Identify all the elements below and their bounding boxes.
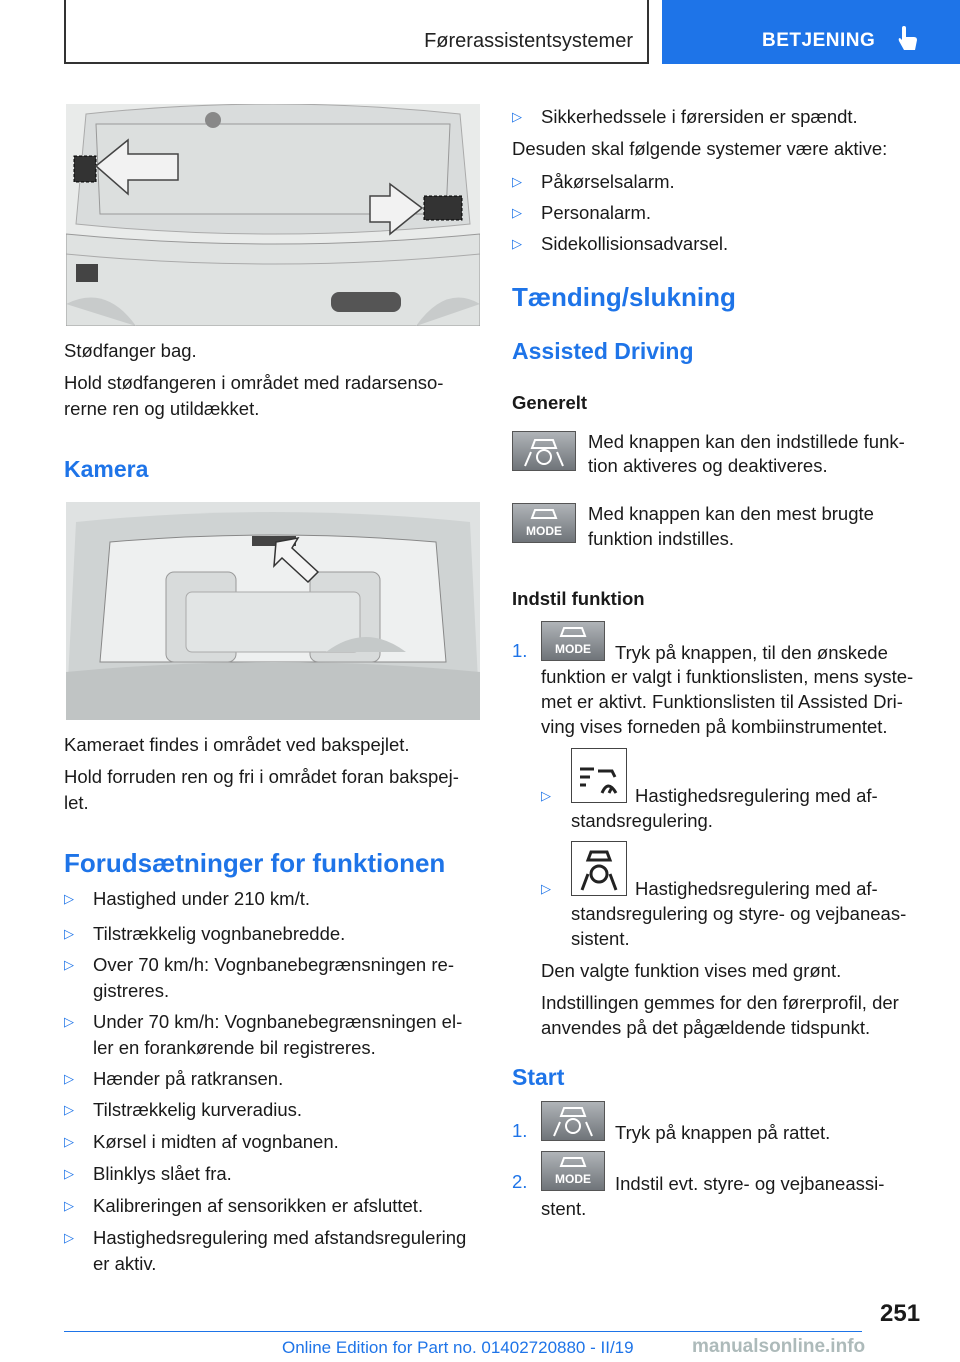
mode-button-image: MODE	[512, 503, 576, 543]
camera-text-line1: Hold forruden ren og fri i området foran bakspej-	[64, 766, 459, 787]
assist-button-image	[541, 1101, 605, 1141]
step1-line-a: Tryk på knappen, til den ønskede	[615, 642, 888, 663]
footer-edition: Online Edition for Part no. 01402720880 - II/19	[282, 1338, 634, 1357]
assisted-driving-heading: Assisted Driving	[512, 338, 694, 364]
mode-button-image: MODE	[541, 1151, 605, 1191]
camera-interior-image	[66, 502, 480, 720]
bumper-text-line1: Hold stødfangeren i området med radarsenso-	[64, 372, 444, 393]
start2-line-a: Indstil evt. styre- og vejbaneassi-	[615, 1173, 885, 1194]
steering-assist-icon	[513, 432, 575, 470]
option2-line-a: Hastighedsregulering med af-	[635, 878, 878, 899]
option1-line-a: Hastighedsregulering med af-	[635, 785, 878, 806]
general-text-1a: Med knappen kan den indstillede funk-	[588, 431, 905, 452]
camera-heading: Kamera	[64, 456, 149, 482]
start2-line-b: stent.	[541, 1198, 587, 1219]
rear-bumper-image	[66, 104, 480, 326]
mode-button-image: MODE	[541, 621, 605, 661]
shown-green-text: Den valgte funktion vises med grønt.	[541, 960, 842, 981]
car-mode-icon	[513, 504, 575, 526]
ignition-heading: Tænding/slukning	[512, 282, 736, 312]
also-active-text: Desuden skal følgende systemer være aktive:	[512, 138, 888, 159]
start1-text: Tryk på knappen på rattet.	[615, 1122, 831, 1143]
step-number: 2.	[512, 1171, 528, 1192]
step-number: 1.	[512, 640, 528, 661]
general-text-2b: funktion indstilles.	[588, 528, 735, 549]
assist-button-image	[512, 431, 576, 471]
option-bullet: ▷	[541, 881, 551, 896]
step1-line-d: ving vises forneden på kombiinstrumentet.	[541, 716, 888, 737]
saved-line-b: anvendes på det pågældende tidspunkt.	[541, 1017, 871, 1038]
set-function-heading: Indstil funktion	[512, 588, 645, 609]
start-heading: Start	[512, 1064, 565, 1090]
saved-line-a: Indstillingen gemmes for den førerprofil, der	[541, 992, 899, 1013]
speed-distance-icon	[571, 748, 627, 803]
camera-text-line2: let.	[64, 792, 89, 813]
general-heading: Generelt	[512, 392, 588, 413]
step-number: 1.	[512, 1120, 528, 1141]
header-chapter-box	[662, 0, 960, 64]
step1-line-c: met er aktivt. Funktionslisten til Assisted Dri-	[541, 691, 903, 712]
req-item: ▷ Over 70 km/h: Vognbanebegrænsningen re- gistreres.	[64, 954, 454, 1001]
bumper-text-line2: rerne ren og utildækket.	[64, 398, 260, 419]
section-title: Førerassistentsystemer	[424, 30, 633, 52]
requirements-heading: Forudsætninger for funktionen	[64, 848, 446, 878]
option-bullet: ▷	[541, 788, 551, 803]
header-section-box	[64, 0, 649, 64]
page-number: 251	[880, 1300, 921, 1327]
req-item: ▷ Under 70 km/h: Vognbanebegrænsningen el- ler en forankørende bil registreres.	[64, 1011, 463, 1058]
footer-divider	[64, 1331, 862, 1332]
chapter-title: BETJENING	[762, 30, 876, 51]
req-item: ▷ Hastighedsregulering med afstandsregulering er aktiv.	[64, 1227, 467, 1274]
option2-line-c: sistent.	[571, 928, 630, 949]
option2-line-b: standsregulering og styre- og vejbaneas-	[571, 903, 907, 924]
option1-line-b: standsregulering.	[571, 810, 713, 831]
general-text-2a: Med knappen kan den mest brugte	[588, 503, 874, 524]
hand-pointer-icon	[898, 26, 920, 52]
speed-steering-assist-icon	[571, 841, 627, 896]
bumper-caption: Stødfanger bag.	[64, 340, 197, 361]
camera-caption: Kameraet findes i området ved bakspejlet.	[64, 734, 410, 755]
general-text-1b: tion aktiveres og deaktiveres.	[588, 455, 828, 476]
step1-line-b: funktion er valgt i funktionslisten, mens syste-	[541, 666, 914, 687]
watermark: manualsonline.info	[692, 1336, 866, 1357]
